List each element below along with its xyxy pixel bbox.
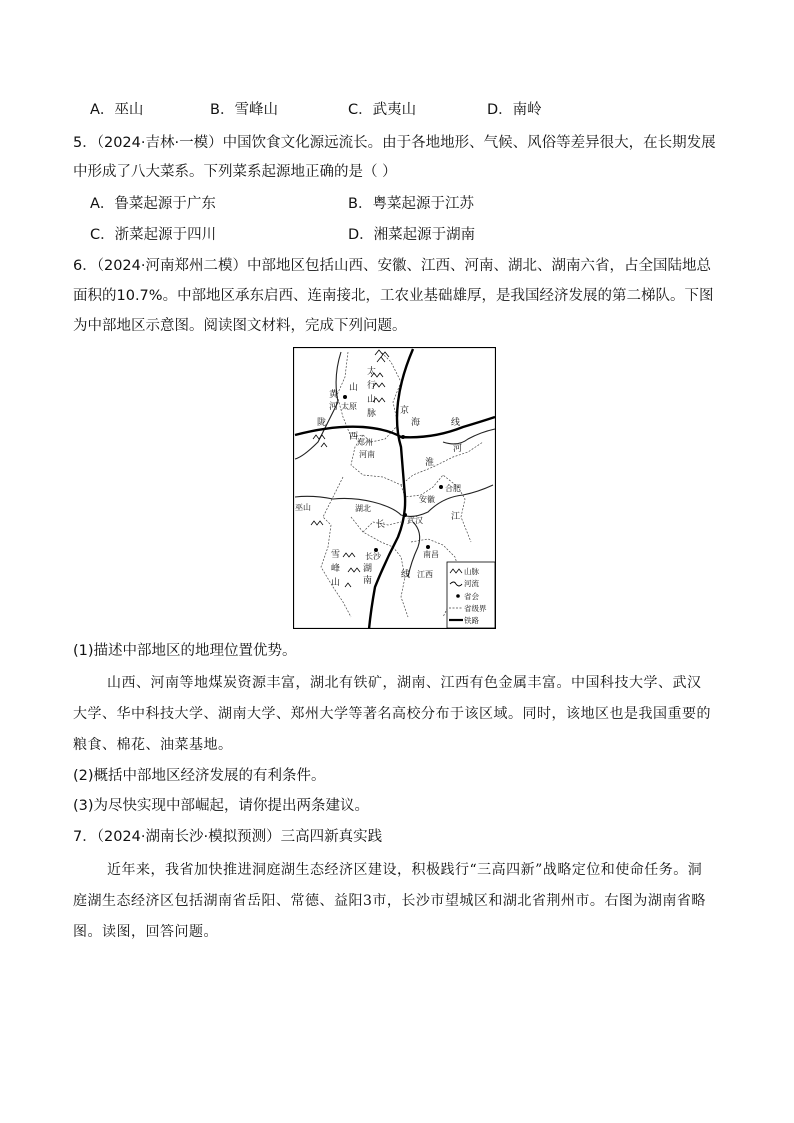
q4-option-c: C．武夷山 xyxy=(348,102,417,118)
legend-river: 河流 xyxy=(464,579,479,588)
map-label-nan: 南 xyxy=(363,576,373,586)
q6-stem-line2: 面积的10.7%。中部地区承东启西、连南接北，工农业基础雄厚，是我国经济发展的第二梯队。下图 xyxy=(73,288,714,304)
map-label-wushan: 巫山 xyxy=(295,503,311,512)
map-label-hubei: 湖北 xyxy=(355,504,371,513)
map-label-xian: 线 xyxy=(451,418,461,428)
legend-railway: 铁路 xyxy=(464,616,479,625)
q6-stem-line1: 6．（2024·河南郑州二模）中部地区包括山西、安徽、江西、河南、湖北、湖南六省，占全国陆地总 xyxy=(73,258,711,274)
map-label-hefei: 合肥 xyxy=(445,484,461,493)
map-label-tai: 太 xyxy=(367,367,377,377)
q6-material-line1: 山西、河南等地煤炭资源丰富，湖北有铁矿，湖南、江西有色金属丰富。中国科技大学、武汉 xyxy=(107,675,702,691)
map-label-mai: 脉 xyxy=(367,409,377,419)
map-label-huai: 淮 xyxy=(425,458,435,468)
map-label-shan2: 山 xyxy=(367,395,377,405)
map-label-shan: 山 xyxy=(349,383,359,393)
map-label-wuhan: 武汉 xyxy=(407,516,423,525)
q4-option-d: D．南岭 xyxy=(487,102,542,118)
q7-material-line3: 图。读图，回答问题。 xyxy=(73,924,218,940)
legend-mountain: 山脉 xyxy=(464,567,479,576)
map-label-long: 陇 xyxy=(317,418,327,428)
map-label-jing: 京 xyxy=(400,406,410,416)
q6-subquestion-3: (3)为尽快实现中部崛起，请你提出两条建议。 xyxy=(73,798,370,814)
q5-option-c: C．浙菜起源于四川 xyxy=(90,227,217,243)
map-label-changsha: 长沙 xyxy=(365,552,381,561)
map-label-he: 河 xyxy=(329,402,339,412)
map-legend xyxy=(447,562,495,628)
q5-option-a: A．鲁菜起源于广东 xyxy=(90,196,216,212)
q6-stem-line3: 为中部地区示意图。阅读图文材料，完成下列问题。 xyxy=(73,318,407,334)
q6-material-line2: 大学、华中科技大学、湖南大学、郑州大学等著名高校分布于该区域。同时，该地区也是我国重要的 xyxy=(73,706,711,722)
q6-material-line3: 粮食、棉花、油菜基地。 xyxy=(73,737,233,753)
q4-option-a: A．巫山 xyxy=(90,102,144,118)
q5-stem-line2: 中形成了八大菜系。下列菜系起源地正确的是（ ） xyxy=(73,164,397,180)
map-label-nanchang: 南昌 xyxy=(423,550,439,559)
map-label-xi: 西 xyxy=(349,432,359,442)
map-label-hang: 行 xyxy=(367,381,377,391)
q5-option-d: D．湘菜起源于湖南 xyxy=(348,227,476,243)
map-label-xue: 雪 xyxy=(331,550,341,560)
map-label-huang: 黄 xyxy=(329,390,339,400)
map-label-xian2: 线 xyxy=(401,570,411,580)
q7-stem-line1: 7．（2024·湖南长沙·模拟预测）三高四新真实践 xyxy=(73,829,383,845)
q6-subquestion-2: (2)概括中部地区经济发展的有利条件。 xyxy=(73,768,326,784)
map-label-hu: 湖 xyxy=(363,564,373,574)
map-label-feng: 峰 xyxy=(331,564,341,574)
map-label-hai: 海 xyxy=(411,418,421,428)
map-label-henan: 河南 xyxy=(359,450,375,459)
map-label-zhengzhou: 郑州 xyxy=(357,438,373,447)
q6-subquestion-1: (1)描述中部地区的地理位置优势。 xyxy=(73,643,297,659)
map-label-taiyuan: 太原 xyxy=(341,402,357,411)
map-label-jiang: 江 xyxy=(451,512,461,522)
legend-boundary: 省级界 xyxy=(464,604,487,613)
map-label-chang: 长 xyxy=(376,520,386,530)
q5-option-b: B．粤菜起源于江苏 xyxy=(348,196,474,212)
map-label-he2: 河 xyxy=(453,444,463,454)
q7-material-line2: 庭湖生态经济区包括湖南省岳阳、常德、益阳3市，长沙市望城区和湖北省荆州市。右图为湖南省略 xyxy=(73,893,706,909)
legend-capital: 省会 xyxy=(464,592,479,601)
q5-stem-line1: 5．（2024·吉林·一模）中国饮食文化源远流长。由于各地地形、气候、风俗等差异很大，在长期发展 xyxy=(73,135,716,151)
map-label-jiangxi: 江西 xyxy=(417,570,433,579)
map-label-anhui: 安徽 xyxy=(419,495,435,504)
q4-option-b: B．雪峰山 xyxy=(210,102,278,118)
q7-material-line1: 近年来，我省加快推进洞庭湖生态经济区建设，积极践行“三高四新”战略定位和使命任务。洞 xyxy=(107,862,703,878)
central-region-map xyxy=(293,347,496,629)
map-label-shan3: 山 xyxy=(331,578,341,588)
